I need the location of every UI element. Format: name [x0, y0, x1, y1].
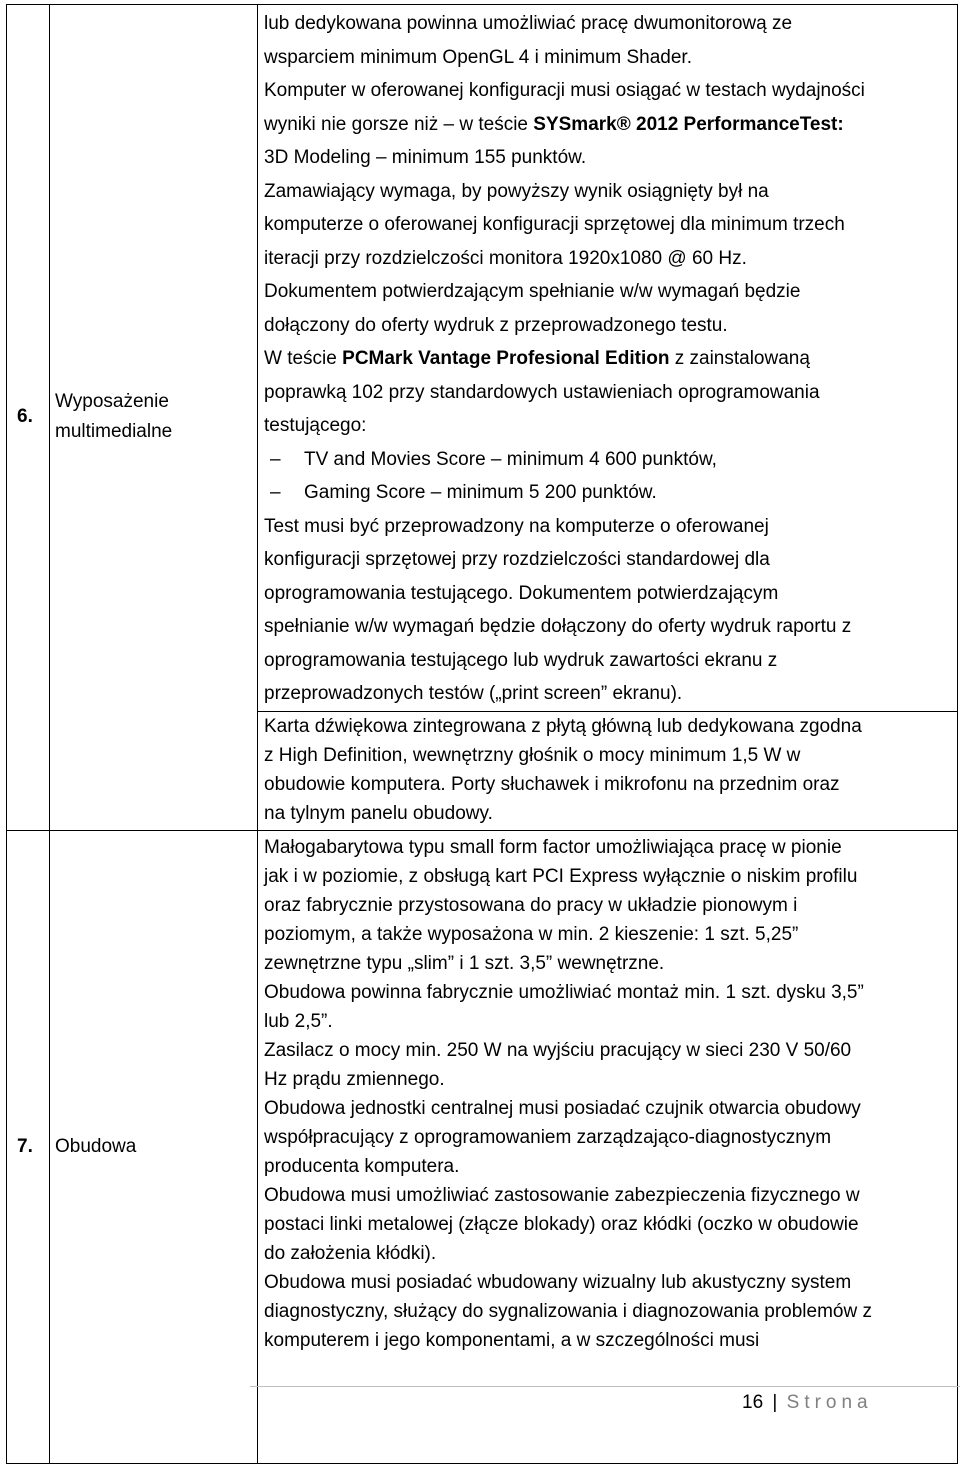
desc-line: producenta komputera.	[264, 1155, 460, 1177]
desc-line: Obudowa musi posiadać wbudowany wizualny lub akustyczny system	[264, 1271, 852, 1293]
desc-line: komputerem i jego komponentami, a w szczególności musi	[264, 1329, 760, 1351]
desc-line: spełnianie w/w wymagań będzie dołączony do oferty wydruk raportu z	[264, 616, 852, 637]
desc-line: poziomym, a także wyposażona w min. 2 kieszenie: 1 szt. 5,25”	[264, 923, 799, 945]
desc-line: Dokumentem potwierdzającym spełnianie w/w wymagań będzie	[264, 281, 801, 302]
desc-line: poprawką 102 przy standardowych ustawieniach oprogramowania	[264, 381, 820, 403]
desc-line: wsparciem minimum OpenGL 4 i minimum Shader.	[264, 46, 692, 68]
desc-line: komputerze o oferowanej konfiguracji sprzętowej dla minimum trzech	[264, 214, 845, 235]
page-footer	[742, 1392, 873, 1414]
desc-line: Obudowa musi umożliwiać zastosowanie zabezpieczenia fizycznego w	[264, 1184, 860, 1206]
desc-line: z High Definition, wewnętrzny głośnik o mocy minimum 1,5 W w	[264, 744, 801, 766]
desc-line: Test musi być przeprowadzony na komputerze o oferowanej	[264, 515, 769, 537]
row-description	[258, 830, 958, 1463]
list-item	[264, 476, 951, 510]
desc-line: na tylnym panelu obudowy.	[264, 802, 493, 824]
desc-text: Gaming Score – minimum 5 200 punktów.	[304, 482, 657, 503]
desc-line: iteracji przy rozdzielczości monitora 1920x1080 @ 60 Hz.	[264, 247, 747, 269]
desc-line: postaci linki metalowej (złącze blokady) oraz kłódki (oczko w obudowie	[264, 1213, 859, 1235]
row-name-line: Wyposażenie	[55, 391, 169, 413]
desc-line: do założenia kłódki).	[264, 1242, 437, 1264]
desc-line: diagnostyczny, służący do sygnalizowania i diagnozowania problemów z	[264, 1300, 872, 1322]
desc-text: z zainstalowaną	[674, 348, 810, 369]
dash-bullet: –	[270, 448, 281, 470]
desc-line: przeprowadzonych testów („print screen” ekranu).	[264, 683, 683, 704]
desc-line: Karta dźwiękowa zintegrowana z płytą główną lub dedykowana zgodna	[258, 711, 957, 741]
desc-line: oprogramowania testującego. Dokumentem potwierdzającym	[264, 582, 779, 604]
table-row	[7, 830, 958, 1463]
row-name	[50, 5, 258, 831]
spec-table	[6, 4, 958, 1464]
row-name-line: Obudowa	[55, 1135, 137, 1157]
desc-line: Zamawiający wymaga, by powyższy wynik osiągnięty był na	[264, 180, 769, 202]
desc-line: lub 2,5”.	[264, 1010, 333, 1032]
desc-line: współpracujący z oprogramowaniem zarządzająco-diagnostycznym	[264, 1126, 832, 1148]
desc-line: zewnętrzne typu „slim” i 1 szt. 3,5” wewnętrzne.	[264, 952, 665, 974]
desc-text: TV and Movies Score – minimum 4 600 punktów,	[304, 448, 717, 470]
row-number: 7.	[7, 830, 50, 1463]
benchmark-name: SYSmark® 2012 PerformanceTest:	[533, 113, 844, 135]
desc-line: testującego:	[264, 415, 367, 436]
desc-line: Hz prądu zmiennego.	[264, 1068, 445, 1090]
table-row	[7, 5, 958, 831]
desc-line: oprogramowania testującego lub wydruk zawartości ekranu z	[264, 649, 778, 671]
desc-line: Małogabarytowa typu small form factor umożliwiająca pracę w pionie	[264, 836, 842, 858]
desc-line: obudowie komputera. Porty słuchawek i mikrofonu na przednim oraz	[264, 773, 840, 795]
footer-divider	[250, 1386, 960, 1387]
desc-line: Obudowa powinna fabrycznie umożliwiać montaż min. 1 szt. dysku 3,5”	[264, 981, 864, 1003]
desc-line: Obudowa jednostki centralnej musi posiadać czujnik otwarcia obudowy	[264, 1097, 861, 1119]
desc-line: oraz fabrycznie przystosowana do pracy w układzie pionowym i	[264, 894, 798, 916]
row-name-line: multimedialne	[55, 421, 173, 443]
desc-line: 3D Modeling – minimum 155 punktów.	[264, 147, 587, 168]
dash-bullet: –	[270, 482, 281, 503]
desc-line: konfiguracji sprzętowej przy rozdzielczości standardowej dla	[264, 549, 770, 570]
desc-line: Zasilacz o mocy min. 250 W na wyjściu pracujący w sieci 230 V 50/60	[264, 1039, 852, 1061]
row-number: 6.	[7, 5, 50, 831]
footer-separator: |	[772, 1392, 778, 1413]
row-description	[258, 5, 958, 831]
benchmark-name: PCMark Vantage Profesional Edition	[342, 348, 670, 369]
row-name	[50, 830, 258, 1463]
page-number: 16	[742, 1392, 764, 1413]
desc-text: wyniki nie gorsze niż – w teście	[264, 113, 528, 135]
desc-text: W teście	[264, 348, 337, 369]
page-label: Strona	[786, 1392, 873, 1413]
desc-line: Komputer w oferowanej konfiguracji musi osiągać w testach wydajności	[264, 80, 865, 101]
desc-line: lub dedykowana powinna umożliwiać pracę dwumonitorową ze	[264, 13, 793, 34]
desc-line	[264, 108, 951, 142]
desc-line: dołączony do oferty wydruk z przeprowadzonego testu.	[264, 314, 728, 336]
desc-line	[264, 342, 951, 376]
list-item	[264, 443, 951, 477]
desc-line: jak i w poziomie, z obsługą kart PCI Express wyłącznie o niskim profilu	[264, 865, 858, 887]
